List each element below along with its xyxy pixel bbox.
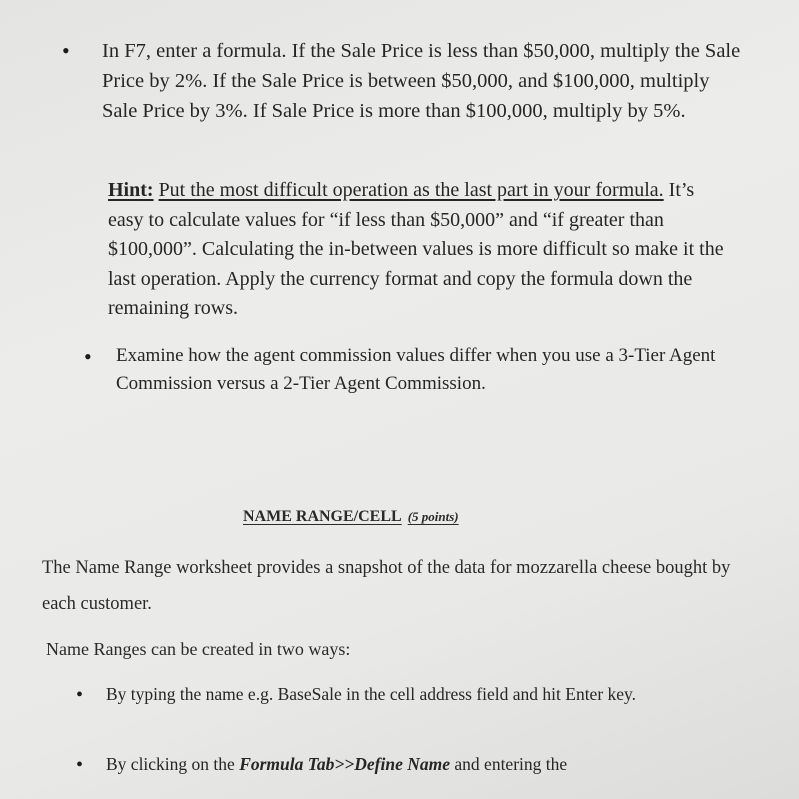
hint-underlined-text: Put the most difficult operation as the last part in your formula. — [158, 179, 664, 201]
bullet-text: In F7, enter a formula. If the Sale Price is less than $50,000, multiply the Sale Price by 2%. If the Sale Price is between $50,000, and $100,000, multiply Sale Price by 3%. If Sale Price is more than $100,000, multiply by 5%. — [102, 40, 741, 122]
bullet-item-examine — [84, 342, 744, 398]
bullet-dot-icon: • — [76, 684, 84, 706]
bullet-item-typing — [76, 680, 716, 710]
bullet-text: Examine how the agent commission values differ when you use a 3-Tier Agent Commission versus a 2-Tier Agent Commission. — [116, 345, 716, 394]
ways-paragraph: Name Ranges can be created in two ways: — [46, 639, 351, 659]
intro-paragraph: The Name Range worksheet provides a snapshot of the data for mozzarella cheese bought by each customer. — [42, 558, 731, 614]
bullet-dot-icon: • — [62, 38, 70, 63]
bullet-item-clicking — [76, 750, 716, 780]
bullet-text — [106, 750, 706, 778]
hint-paragraph — [108, 176, 728, 324]
bullet-dot-icon: • — [84, 344, 92, 369]
section-heading — [243, 508, 459, 526]
bullet4-emphasis: Formula Tab>>Define Name — [239, 754, 451, 774]
hint-body-text: It’s easy to calculate values for “if less than $50,000” and “if greater than $100,000”. Calculating the in-between values is more difficult so make it the last operation. Apply the currency format and copy the formula down the remaining rows. — [108, 179, 724, 319]
bullet-item-formula — [62, 36, 742, 126]
section-points: (5 points) — [407, 509, 459, 524]
bullet4-suffix: and entering the — [454, 754, 568, 774]
bullet-dot-icon: • — [76, 754, 84, 776]
bullet4-prefix: By clicking on the — [106, 754, 235, 774]
section-title: NAME RANGE/CELL — [243, 508, 402, 525]
bullet-text: By typing the name e.g. BaseSale in the cell address field and hit Enter key. — [106, 684, 637, 704]
hint-label: Hint: — [108, 179, 154, 201]
